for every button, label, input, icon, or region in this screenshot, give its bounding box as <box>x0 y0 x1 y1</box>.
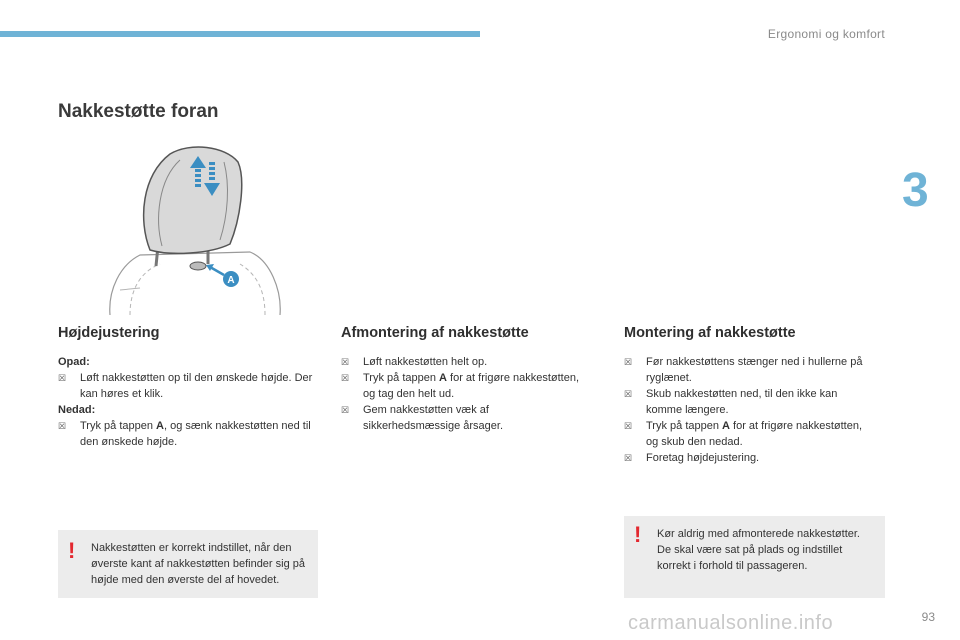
list-item: ☒ Løft nakkestøtten op til den ønskede højde. Der kan høres et klik. <box>58 370 323 402</box>
chapter-number: 3 <box>902 164 929 217</box>
list-item: ☒ Gem nakkestøtten væk af sikkerhedsmæssige årsager. <box>341 402 581 434</box>
column-mounting <box>624 325 869 466</box>
heading-mounting: Montering af nakkestøtte <box>624 325 796 341</box>
section-title: Ergonomi og komfort <box>767 27 885 41</box>
warning-text: Kør aldrig med afmonterede nakkestøtter. De skal være sat på plads og indstillet korrekt i forhold til passageren. <box>657 528 860 572</box>
list-item: ☒ Før nakkestøttens stænger ned i hullerne på ryglænet. <box>624 354 869 386</box>
heading-removal: Afmontering af nakkestøtte <box>341 325 529 341</box>
page-number: 93 <box>921 610 935 624</box>
list-item: ☒ Tryk på tappen A for at frigøre nakkestøtten, og skub den nedad. <box>624 418 869 450</box>
warning-note-height <box>58 530 318 598</box>
page-title: Nakkestøtte foran <box>58 101 219 122</box>
list-item: ☒ Løft nakkestøtten helt op. <box>341 354 581 370</box>
warning-icon: ! <box>634 522 642 547</box>
warning-note-driving <box>624 516 885 598</box>
list-removal <box>341 354 581 434</box>
list-mounting <box>624 354 869 466</box>
list-item: ☒ Foretag højdejustering. <box>624 450 869 466</box>
list-up <box>58 370 323 402</box>
column-removal <box>341 325 581 434</box>
list-item: ☒ Skub nakkestøtten ned, til den ikke kan komme længere. <box>624 386 869 418</box>
callout-label: A <box>227 275 235 286</box>
label-down: Nedad: <box>58 404 96 416</box>
callout-badge <box>223 271 239 287</box>
list-item: ☒ Tryk på tappen A, og sænk nakkestøtten ned til den ønskede højde. <box>58 418 323 450</box>
column-height-adjustment <box>58 325 323 450</box>
watermark: carmanualsonline.info <box>628 612 834 634</box>
top-accent-bar <box>0 31 480 37</box>
heading-height-adjustment: Højdejustering <box>58 325 160 341</box>
list-down <box>58 418 323 450</box>
warning-text: Nakkestøtten er korrekt indstillet, når den øverste kant af nakkestøtten befinder sig på højde med den øverste del af hovedet. <box>91 542 306 586</box>
warning-icon: ! <box>68 538 76 563</box>
label-up: Opad: <box>58 356 90 368</box>
list-item: ☒ Tryk på tappen A for at frigøre nakkestøtten, og tag den helt ud. <box>341 370 581 402</box>
headrest-illustration <box>100 140 290 320</box>
